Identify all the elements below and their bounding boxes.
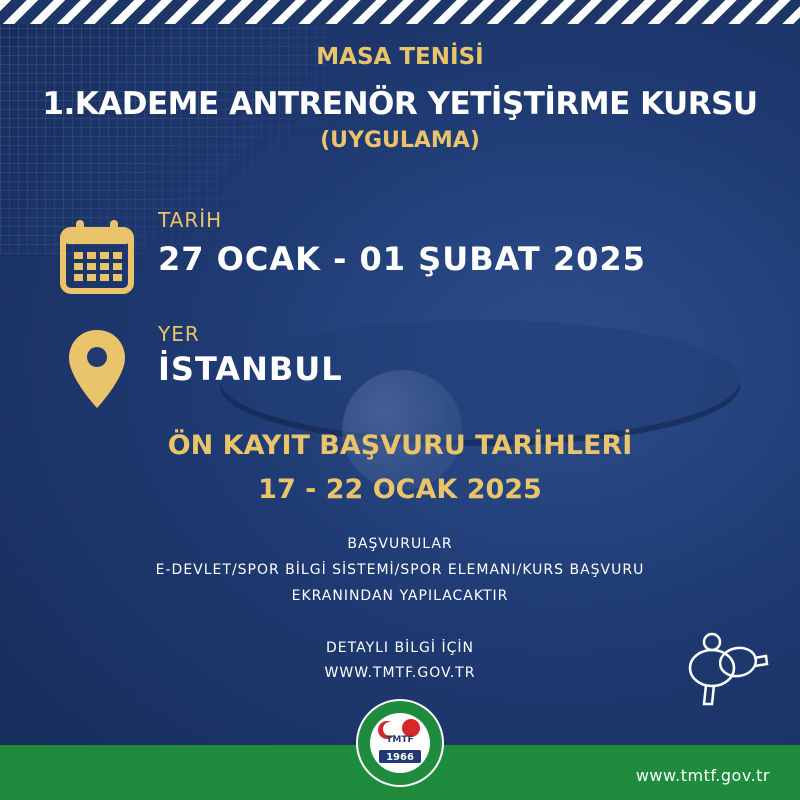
location-pin-icon xyxy=(67,328,127,410)
applications-line-3: EKRANINDAN YAPILACAKTIR xyxy=(291,588,509,604)
tmtf-logo xyxy=(355,698,445,788)
date-label: TARİH xyxy=(158,208,223,232)
logo-initials: TMTF xyxy=(386,735,414,745)
ping-pong-paddles-icon xyxy=(686,632,770,710)
info-label: DETAYLI BİLGİ İÇİN xyxy=(326,640,474,656)
place-label: YER xyxy=(158,322,200,346)
header-sport: MASA TENİSİ xyxy=(316,44,484,70)
applications-line-1: BAŞVURULAR xyxy=(347,536,453,552)
logo-year: 1966 xyxy=(386,752,414,763)
header-course-type: (UYGULAMA) xyxy=(320,128,480,153)
info-website[interactable]: WWW.TMTF.GOV.TR xyxy=(324,665,476,681)
date-value: 27 OCAK - 01 ŞUBAT 2025 xyxy=(158,240,646,278)
header-course-title: 1.KADEME ANTRENÖR YETİŞTİRME KURSU xyxy=(42,86,758,122)
diagonal-stripe-border xyxy=(0,0,800,24)
applications-line-2: E-DEVLET/SPOR BİLGİ SİSTEMİ/SPOR ELEMANI/KURS BAŞVURU xyxy=(155,562,645,578)
footer-website-link[interactable]: www.tmtf.gov.tr xyxy=(635,766,770,785)
registration-title: ÖN KAYIT BAŞVURU TARİHLERİ xyxy=(167,430,633,461)
calendar-icon xyxy=(60,218,134,294)
registration-dates: 17 - 22 OCAK 2025 xyxy=(258,474,542,505)
place-value: İSTANBUL xyxy=(158,350,343,388)
